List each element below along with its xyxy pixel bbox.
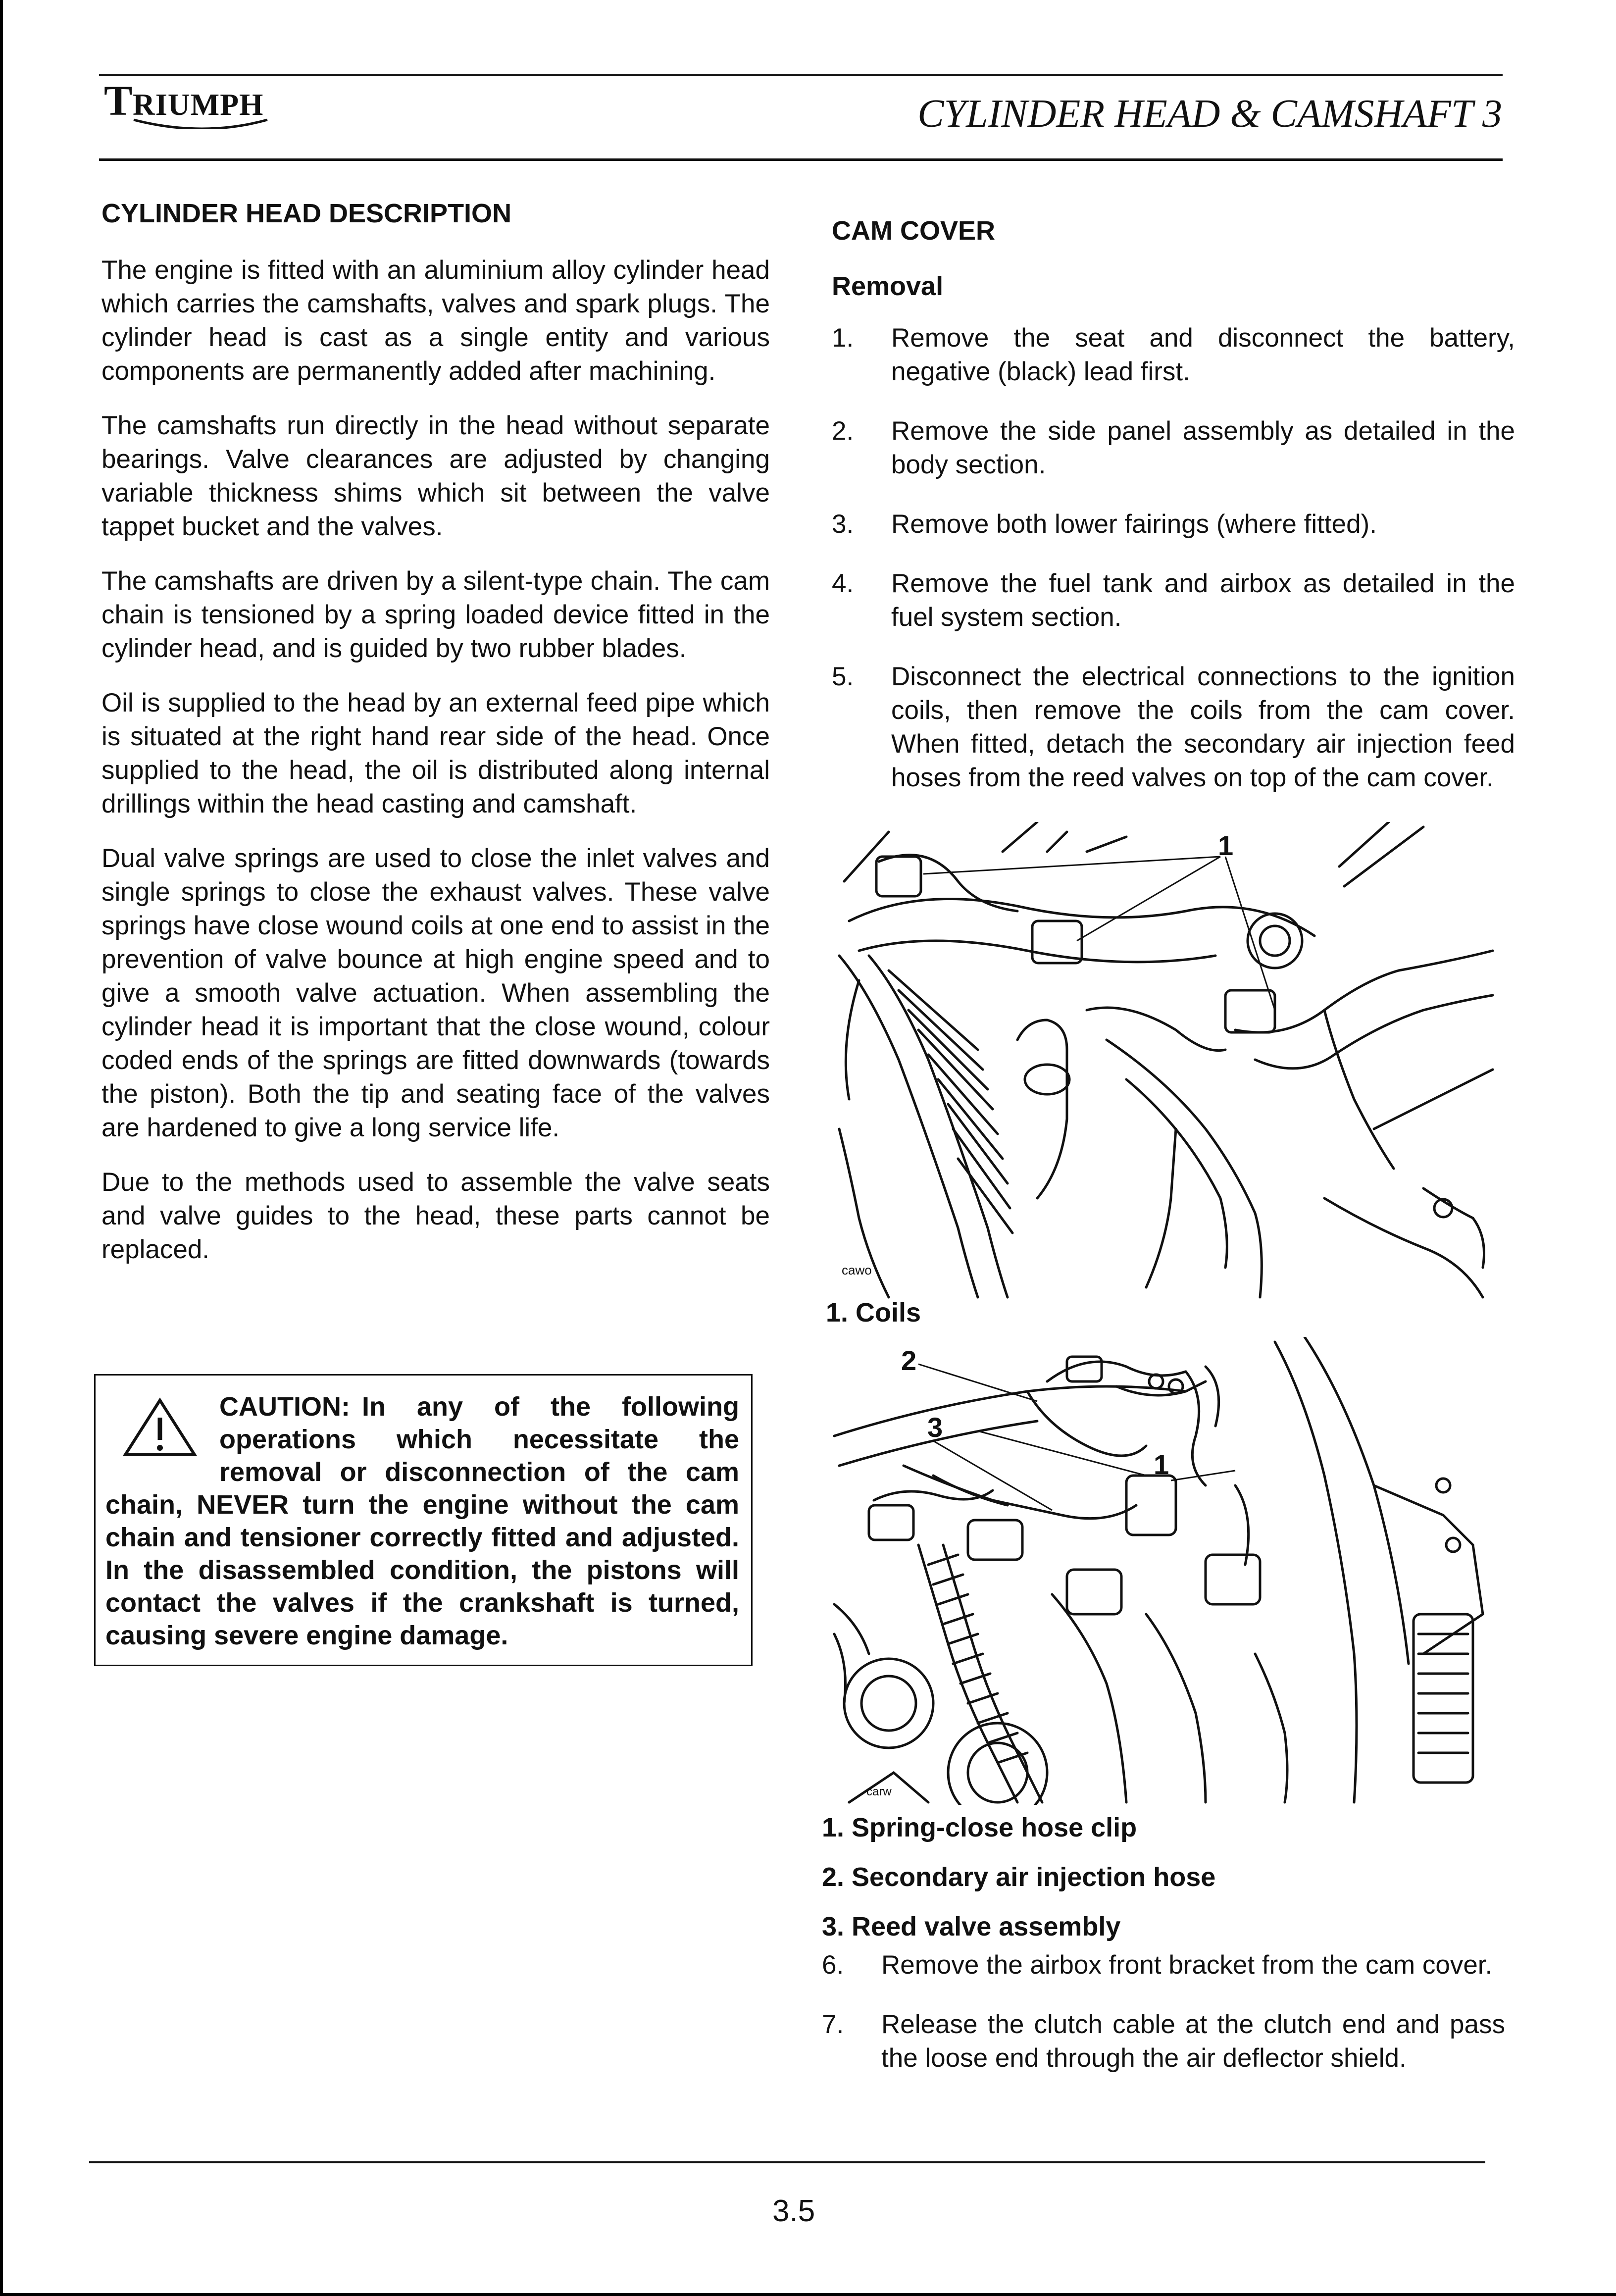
paragraph: The engine is fitted with an aluminium alloy cylinder head which carries the camshafts, valves and spark plugs. The cylinder head is cast as a single entity and various components are permanently added after machining.	[101, 255, 770, 386]
warning-triangle-icon	[105, 1390, 219, 1465]
figure2-caption-3: 3. Reed valve assembly	[822, 1912, 1121, 1941]
figure2-callout-3: 3	[927, 1412, 943, 1443]
figure-reed-valve-illustration	[829, 1337, 1493, 1805]
figure1-callout-1: 1	[1218, 830, 1234, 861]
section-title: CYLINDER HEAD & CAMSHAFT 3	[917, 92, 1502, 136]
step-number: 1.	[832, 323, 854, 353]
footer-rule	[89, 2161, 1485, 2163]
step-number: 7.	[822, 2010, 844, 2039]
step-number: 5.	[832, 662, 854, 691]
cam-cover-heading: CAM COVER	[832, 216, 996, 246]
header-rule-bottom	[99, 158, 1503, 161]
step-number: 3.	[832, 510, 854, 539]
step-text: Remove the airbox front bracket from the cam cover.	[881, 1950, 1493, 1980]
steps-continued	[822, 1948, 1505, 2101]
svg-text:T: T	[104, 77, 133, 124]
figure2-code: carw	[866, 1785, 892, 1798]
caution-label: CAUTION:	[219, 1392, 350, 1422]
cylinder-head-description-heading: CYLINDER HEAD DESCRIPTION	[101, 199, 512, 228]
figure2-caption-1: 1. Spring-close hose clip	[822, 1813, 1137, 1842]
step-item	[822, 2008, 1505, 2075]
left-column	[101, 198, 770, 1287]
step-text: Remove the fuel tank and airbox as detailed in the fuel system section.	[891, 569, 1515, 632]
step-item	[832, 660, 1515, 795]
step-item	[832, 567, 1515, 634]
page-number: 3.5	[772, 2194, 815, 2228]
step-text: Remove the seat and disconnect the battery, negative (black) lead first.	[891, 323, 1515, 386]
step-item	[832, 414, 1515, 482]
step-number: 2.	[832, 416, 854, 446]
right-column	[832, 198, 1515, 820]
paragraph: Due to the methods used to assemble the valve seats and valve guides to the head, these parts cannot be replaced.	[101, 1168, 770, 1264]
caution-text: In any of the following operations which necessitate the removal or disconnection of the cam chain, NEVER turn the engine without the cam chain and tensioner correctly fitted and adjusted. In the disassembled condition, the pistons will contact the valves if the crankshaft is turned, causing severe engine damage.	[105, 1392, 739, 1650]
step-number: 6.	[822, 1950, 844, 1980]
triumph-logo	[104, 74, 317, 129]
figure2-caption-2: 2. Secondary air injection hose	[822, 1862, 1216, 1892]
figure2-callout-2: 2	[901, 1345, 917, 1376]
paragraph: Oil is supplied to the head by an external feed pipe which is situated at the right hand rear side of the head. Once supplied to the head, the oil is distributed along internal drillings within the head casting and camshaft.	[101, 688, 770, 818]
engine-reed-valve-drawing	[829, 1337, 1493, 1805]
step-text: Remove both lower fairings (where fitted).	[891, 510, 1377, 539]
figure-coils-illustration	[829, 822, 1500, 1302]
figure1-code: cawo	[842, 1263, 872, 1277]
step-number: 4.	[832, 569, 854, 598]
figure1-caption: 1. Coils	[826, 1298, 921, 1327]
removal-subheading: Removal	[832, 271, 944, 301]
step-item	[822, 1948, 1505, 1982]
step-text: Remove the side panel assembly as detailed in the body section.	[891, 416, 1515, 479]
caution-box	[94, 1374, 753, 1666]
step-text: Disconnect the electrical connections to the ignition coils, then remove the coils from the cam cover. When fitted, detach the secondary air injection feed hoses from the reed valves on top of the cam cover.	[891, 662, 1515, 792]
paragraph: The camshafts run directly in the head without separate bearings. Valve clearances are adjusted by changing variable thickness shims which sit between the valve tappet bucket and the valves.	[101, 411, 770, 541]
paragraph: The camshafts are driven by a silent-type chain. The cam chain is tensioned by a spring loaded device fitted in the cylinder head, and is guided by two rubber blades.	[101, 566, 770, 663]
paragraph: Dual valve springs are used to close the inlet valves and single springs to close the exhaust valves. These valve springs have close wound coils at one end to assist in the prevention of valve bounce at high engine speed and to give a smooth valve actuation. When assembling the cylinder head it is important that the close wound, colour coded ends of the springs are fitted downwards (towards the piston). Both the tip and seating face of the valves are hardened to give a long service life.	[101, 844, 770, 1142]
figure2-callout-1: 1	[1154, 1449, 1169, 1480]
step-item	[832, 508, 1515, 541]
figure2-captions	[822, 1812, 1515, 1961]
step-item	[832, 321, 1515, 389]
engine-coils-drawing	[829, 822, 1500, 1302]
step-text: Release the clutch cable at the clutch end and pass the loose end through the air deflector shield.	[881, 2010, 1505, 2073]
triumph-logo-mark	[104, 74, 317, 129]
svg-text:RIUMPH: RIUMPH	[133, 88, 264, 122]
